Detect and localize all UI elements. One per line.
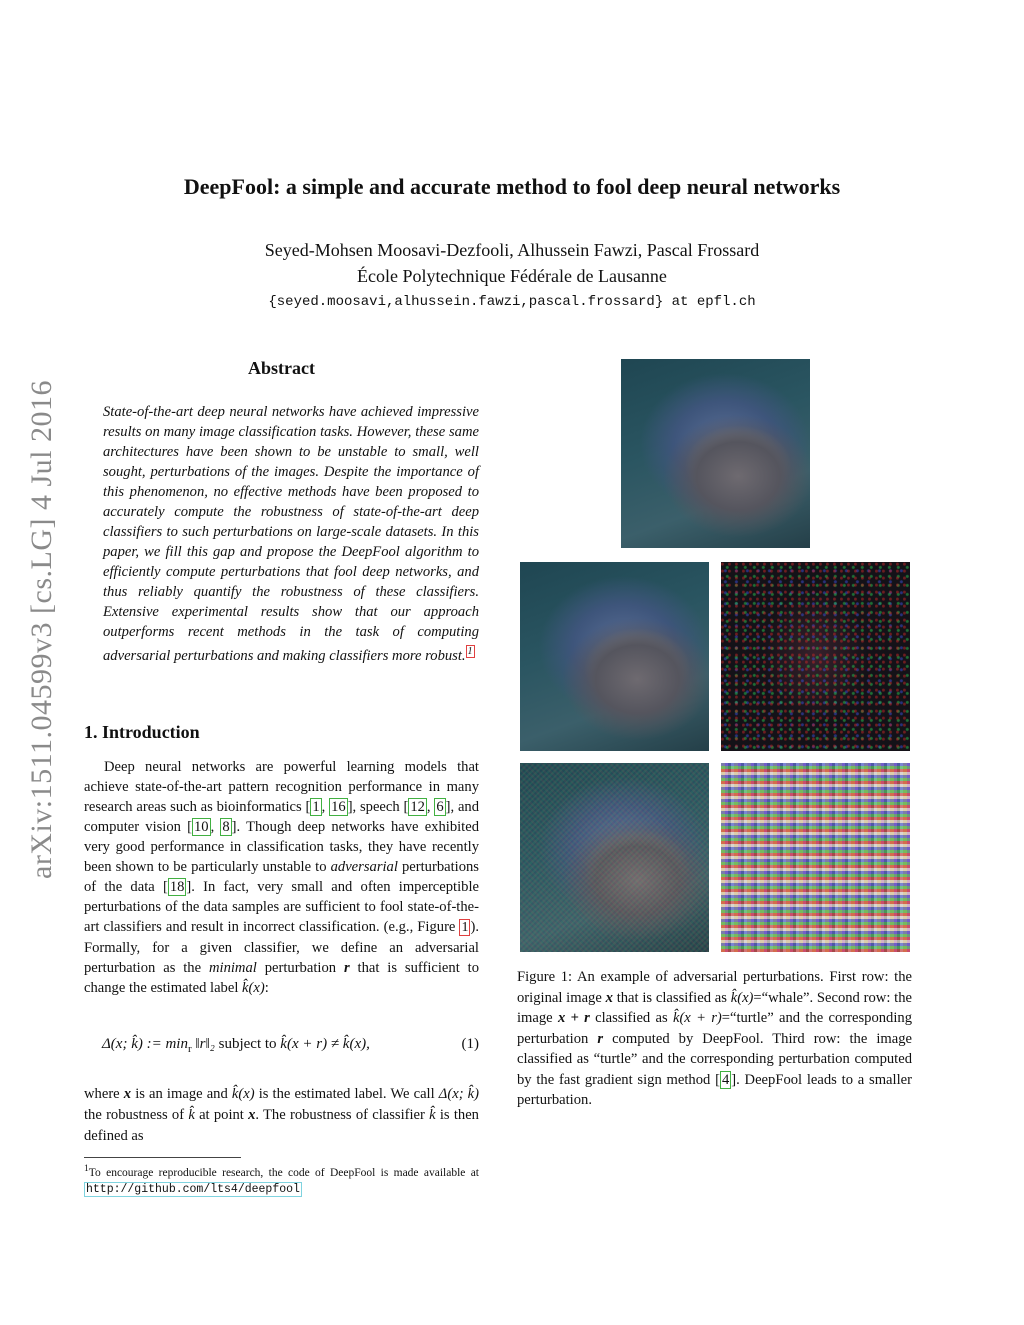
footnote: $^1$To encourage reproducible research, the code of DeepFool is made available at http://github.com/lts4/deepfool bbox=[84, 1163, 479, 1196]
figure-caption: Figure 1: An example of adversarial perturbations. First row: the original image x that is classified as k̂(x)=“whale”. Second row: the image x + r classified as k̂(x + r)=“turtle” and the corresponding perturbation r computed by DeepFool. Third row: the image classified as “turtle” and the corresponding perturbation computed by the fast gradient sign method [ 4 ]. DeepFool leads to a smaller perturbation. bbox=[517, 969, 912, 1108]
arxiv-identifier: arXiv:1511.04599v3 [cs.LG] 4 Jul 2016 bbox=[25, 380, 58, 879]
citation-8[interactable]: 8 bbox=[222, 819, 230, 835]
equation-number: (1) bbox=[461, 1036, 479, 1052]
section-heading-introduction: 1. Introduction bbox=[84, 722, 200, 742]
code-url-link[interactable]: http://github.com/lts4/deepfool bbox=[86, 1182, 300, 1196]
citation-1[interactable]: 1 bbox=[312, 799, 320, 815]
abstract-body: State-of-the-art deep neural networks have achieved impressive results on many image classification tasks. However, these same architectures have been shown to be unstable to small, well sought, perturbations of the images. Despite the importance of this phenomenon, no effective methods have been proposed to accurately compute the robustness of state-of-the-art deep classifiers to such perturbations on large-scale datasets. In this paper, we fill this gap and propose the DeepFool algorithm to efficiently compute perturbations that fool deep networks, and thus reliably quantify the robustness of these classifiers. Extensive experimental results show that our approach outperforms recent methods in the task of computing adversarial perturbations and making classifiers more robust. bbox=[103, 404, 479, 664]
emails: {seyed.moosavi,alhussein.fawzi,pascal.frossard} at epfl.ch bbox=[268, 294, 756, 310]
original-whale-image bbox=[621, 359, 810, 548]
citation-10[interactable]: 10 bbox=[193, 819, 209, 835]
citation-12[interactable]: 12 bbox=[410, 799, 425, 815]
footnote-rule bbox=[84, 1157, 241, 1158]
fgsm-perturbation-image bbox=[721, 763, 910, 952]
citation-18[interactable]: 18 bbox=[169, 879, 185, 895]
paper-title: DeepFool: a simple and accurate method to fool deep neural networks bbox=[183, 174, 841, 199]
citation-4[interactable]: 4 bbox=[721, 1071, 730, 1088]
introduction-text: Deep neural networks are powerful learning models that achieve state-of-the-art pattern recognition performance in many research areas such as bioinformatics [ 1 , 16 ], speech [ 12 , 6 ], and computer vision [ 10 , 8 ]. Though deep networks have exhibited very good performance in classification tasks, they have recently been shown to be particularly unstable to adversarial perturbations of the data [ 18 ]. In fact, very small and often imperceptible perturbations of the data samples are sufficient to fool state-of-the-art classifiers and result in incorrect classification. (e.g., Figure 1 ). Formally, for a given classifier, we define an adversarial perturbation as the minimal perturbation r that is sufficient to change the estimated label k̂(x): bbox=[84, 759, 480, 996]
affiliation: École Polytechnique Fédérale de Lausanne bbox=[357, 266, 667, 286]
deepfool-adversarial-image bbox=[520, 562, 709, 751]
fgsm-adversarial-image bbox=[520, 763, 709, 952]
footnote-link[interactable]: 1 bbox=[467, 646, 473, 657]
abstract-text bbox=[103, 402, 479, 666]
deepfool-perturbation-image bbox=[721, 562, 910, 751]
figure-link[interactable]: 1 bbox=[461, 920, 469, 935]
definition-text: where x is an image and k̂(x) is the estimated label. We call Δ(x; k̂) the robustness of k̂ at point x. The robustness of classifier k̂ is then defined as bbox=[84, 1086, 480, 1144]
citation-6[interactable]: 6 bbox=[436, 799, 444, 815]
abstract-heading: Abstract bbox=[248, 358, 315, 378]
authors: Seyed-Mohsen Moosavi-Dezfooli, Alhussein Fawzi, Pascal Frossard bbox=[264, 240, 760, 260]
citation-16[interactable]: 16 bbox=[331, 799, 346, 815]
